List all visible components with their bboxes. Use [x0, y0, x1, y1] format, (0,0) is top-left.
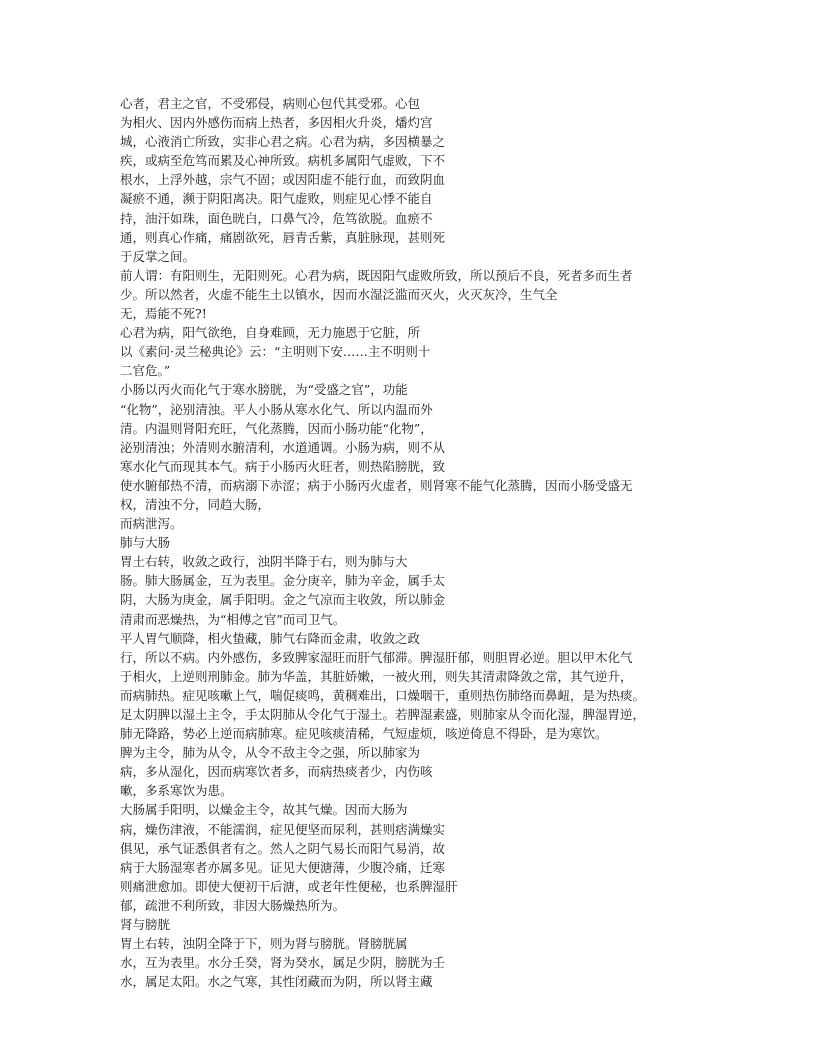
text-line: 肠。肺大肠属金，互为表里。金分庚辛，肺为辛金，属手太	[120, 573, 446, 589]
text-line: 平人胃气顺降，相火蛰藏，肺气右降而金肃，收敛之政	[120, 630, 421, 646]
text-line: 俱见，承气证悉俱者有之。然人之阴气易长而阳气易消，故	[120, 840, 446, 856]
text-line: “化物”，泌别清浊。平人小肠从寒水化气、所以内温而外	[120, 401, 433, 417]
text-line: 持，油汗如珠，面色晄白，口鼻气冷，危笃欲脱。血瘀不	[120, 210, 433, 226]
section-heading: 肾与膀胱	[120, 917, 171, 933]
section-heading: 肺与大肠	[120, 535, 171, 551]
text-line: 足太阴脾以湿土主令，手太阴肺从令化气于湿土。若脾湿素盛，则肺家从令而化湿，脾湿胃逆，	[120, 707, 646, 722]
text-line: 少。所以然者，火虚不能生土以镇水，因而水湿泛滥而灭火，火灭灰冷，生气全	[120, 286, 558, 302]
text-line: 清肃而恶燥热，为“相傅之官”而司卫气。	[120, 611, 346, 627]
text-line: 无，焉能不死?!	[120, 306, 207, 322]
text-line: 凝瘀不通，濒于阴阳离决。阳气虚败，则症见心悸不能自	[120, 191, 433, 207]
text-line: 心者，君主之官，不受邪侵，病则心包代其受邪。心包	[120, 96, 421, 111]
text-line: 水，属足太阳。水之气寒，其性闭藏而为阴，所以肾主藏	[120, 974, 433, 990]
text-line: 阴，大肠为庚金，属手阳明。金之气凉而主收敛，所以肺金	[120, 592, 446, 608]
text-line: 郁，疏泄不利所致，非因大肠燥热所为。	[120, 897, 346, 913]
text-line: 寒水化气而现其本气。病于小肠丙火旺者，则热陷膀胱，致	[120, 458, 446, 474]
text-line: 心君为病，阳气欲绝，自身难顾，无力施恩于它脏，所	[120, 325, 421, 341]
text-line: 病于大肠湿寒者亦属多见。证见大便溏薄，少腹冷痛，迁寒	[120, 859, 446, 875]
text-line: 脾为主令，肺为从令，从令不敌主令之强，所以肺家为	[120, 745, 421, 761]
text-line: 城，心液消亡所致，实非心君之病。心君为病，多因横暴之	[120, 134, 446, 150]
text-line: 于反掌之间。	[120, 248, 196, 264]
text-line: 胃土右转，收敛之政行，浊阴半降于右，则为肺与大	[120, 554, 408, 570]
text-line: 使水腑郁热不清，而病溺下赤涩；病于小肠丙火虚者，则肾寒不能气化蒸腾，因而小肠受盛无	[120, 477, 633, 493]
text-line: 大肠属手阳明，以燥金主令，故其气燥。因而大肠为	[120, 802, 408, 818]
text-line: 以《素问·灵兰秘典论》云：“主明则下安……主不明则十	[120, 344, 431, 360]
text-line: 而病肺热。症见咳嗽上气，喘促痰鸣，黄稠难出，口燥咽干，重则热伤肺络而鼻衄，是为热痰。	[120, 687, 646, 703]
text-line: 疾，或病至危笃而累及心神所致。病机多属阳气虚败，下不	[120, 153, 446, 169]
text-line: 行，所以不病。内外感伤，多致脾家湿旺而肝气郁滞。脾湿肝郁，则胆胃必逆。胆以甲木化气	[120, 649, 633, 665]
text-line: 嗽，多系寒饮为患。	[120, 783, 233, 799]
text-line: 根水，上浮外越，宗气不固；或因阳虚不能行血，而致阴血	[120, 172, 446, 188]
text-line: 于相火，上逆则刑肺金。肺为华盖，其脏娇嫩，一被火刑，则失其清肃降敛之常，其气逆升，	[120, 668, 633, 684]
text-line: 小肠以丙火而化气于寒水膀胱，为“受盛之官”，功能	[120, 382, 408, 398]
text-line: 为相火、因内外感伤而病上热者，多因相火升炎，燔灼宫	[120, 115, 433, 131]
text-line: 水，互为表里。水分壬癸，肾为癸水，属足少阴，膀胱为壬	[120, 955, 446, 971]
document-page	[120, 94, 704, 991]
text-line: 而病泄泻。	[120, 516, 183, 532]
text-line: 则痛泄愈加。即使大便初干后溏，或老年性便秘，也系脾湿肝	[120, 878, 458, 894]
text-line: 病，多从湿化，因而病寒饮者多，而病热痰者少，内伤咳	[120, 764, 433, 780]
text-line: 泌别清浊；外清则水腑清利，水道通调。小肠为病，则不从	[120, 439, 446, 455]
text-line: 胃土右转，浊阴全降于下，则为肾与膀胱。肾膀胱属	[120, 936, 408, 952]
text-line: 清。内温则肾阳充旺，气化蒸腾，因而小肠功能“化物”，	[120, 420, 433, 436]
text-line: 权，清浊不分，同趋大肠，	[120, 496, 271, 512]
text-line: 前人谓：有阳则生，无阳则死。心君为病，既因阳气虚败所致，所以预后不良，死者多而生者	[120, 267, 633, 283]
text-line: 病，燥伤津液，不能濡润，症见便坚而尿利，甚则痞满燥实	[120, 821, 446, 837]
text-line: 通，则真心作痛，痛剧欲死，唇青舌紫，真脏脉现，甚则死	[120, 229, 446, 245]
text-line: 二官危。”	[120, 363, 171, 379]
text-line: 肺无降路，势必上逆而病肺寒。症见咳痰清稀，气短虚烦，咳逆倚息不得卧，是为寒饮。	[120, 726, 608, 742]
